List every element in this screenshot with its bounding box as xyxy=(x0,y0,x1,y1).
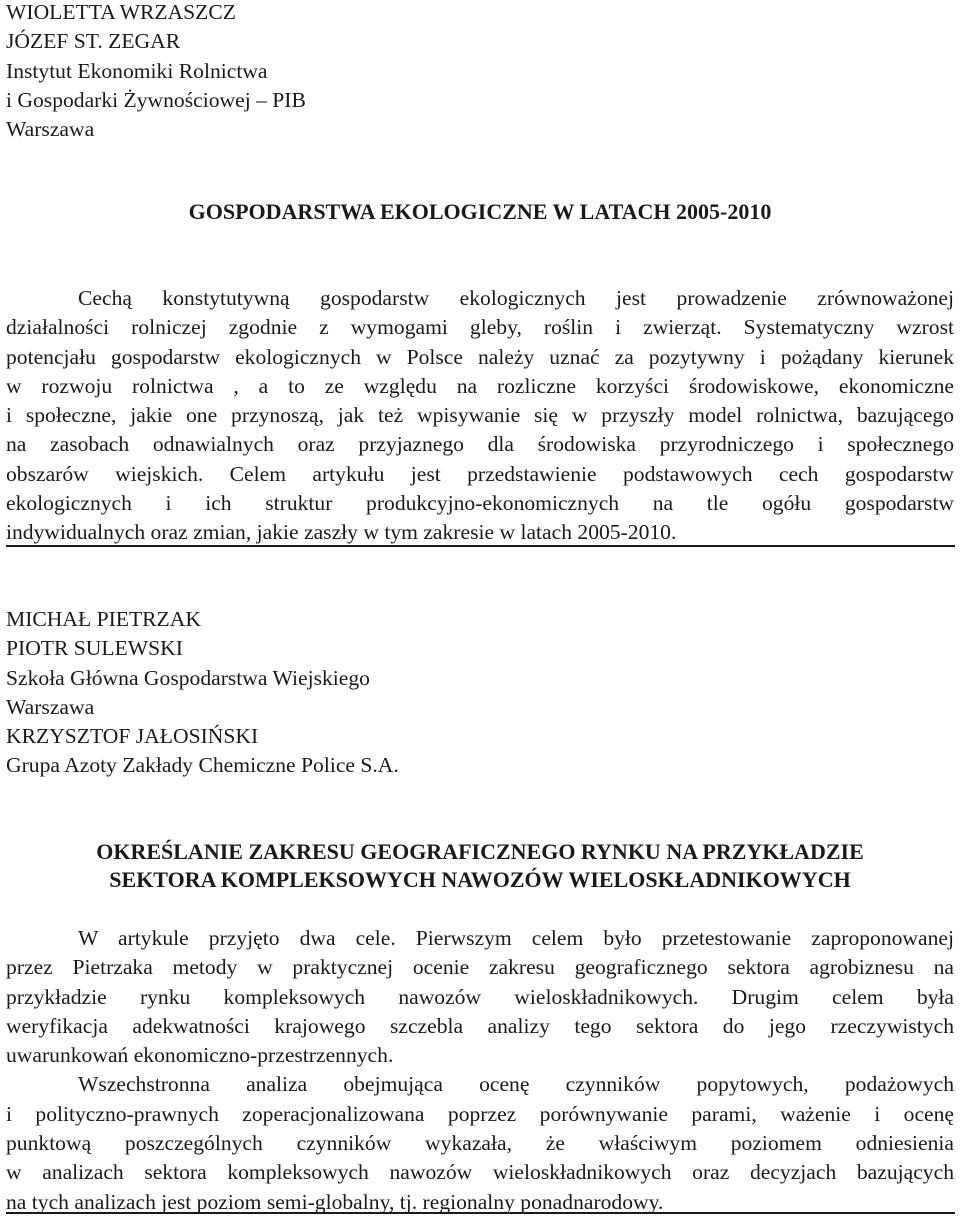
abstract-line: na tych analizach jest poziom semi-globalny, tj. regionalny ponadnarodowy. xyxy=(6,1189,664,1214)
article2-title xyxy=(6,838,954,894)
abstract-line: przez Pietrzaka metody w praktycznej ocenie zakresu geograficznego sektora agrobiznesu na xyxy=(6,955,954,980)
abstract-line: w rozwoju rolnictwa , a to ze względu na rozliczne korzyści środowiskowe, ekonomiczne xyxy=(6,373,954,398)
section-separator xyxy=(6,545,955,547)
article1-title: GOSPODARSTWA EKOLOGICZNE W LATACH 2005-2010 xyxy=(188,199,772,224)
abstract-line: weryfikacja adekwatności krajowego szczebla analizy tego sektora do jego rzeczywistych xyxy=(6,1013,954,1038)
author-line: KRZYSZTOF JAŁOSIŃSKI xyxy=(6,724,259,749)
abstract-line: działalności rolniczej zgodnie z wymogami gleby, roślin i zwierząt. Systematyczny wzrost xyxy=(6,315,954,340)
article2-abstract xyxy=(6,924,954,1217)
abstract-line: ekologicznych i ich struktur produkcyjno-ekonomicznych na tle ogółu gospodarstw xyxy=(6,491,954,516)
title-line: OKREŚLANIE ZAKRESU GEOGRAFICZNEGO RYNKU NA PRZYKŁADZIE xyxy=(96,839,864,864)
author-line: MICHAŁ PIETRZAK xyxy=(6,607,201,631)
abstract-line: indywidualnych oraz zmian, jakie zaszły w tym zakresie w latach 2005-2010. xyxy=(6,520,677,545)
article1-abstract xyxy=(6,284,954,548)
affiliation-line: Szkoła Główna Gospodarstwa Wiejskiego xyxy=(6,665,370,690)
title-line: SEKTORA KOMPLEKSOWYCH NAWOZÓW WIELOSKŁADNIKOWYCH xyxy=(109,867,851,892)
author-line: JÓZEF ST. ZEGAR xyxy=(6,29,181,54)
abstract-line: uwarunkowań ekonomiczno-przestrzennych. xyxy=(6,1043,394,1068)
city-line: Warszawa xyxy=(6,694,95,719)
abstract-line: W artykule przyjęto dwa cele. Pierwszym celem było przetestowanie zaproponowanej xyxy=(78,926,954,950)
abstract-line: przykładzie rynku kompleksowych nawozów wieloskładnikowych. Drugim celem była xyxy=(6,984,954,1009)
section-separator xyxy=(6,1212,955,1214)
abstract-line: i polityczno-prawnych zoperacjonalizowana poprzez porównywanie parami, ważenie i ocenę xyxy=(6,1101,954,1126)
author-line: PIOTR SULEWSKI xyxy=(6,636,183,661)
affiliation-line: i Gospodarki Żywnościowej – PIB xyxy=(6,87,306,112)
abstract-line: obszarów wiejskich. Celem artykułu jest przedstawienie podstawowych cech gospodarstw xyxy=(6,461,954,486)
affiliation-line: Grupa Azoty Zakłady Chemiczne Police S.A. xyxy=(6,753,399,778)
city-line: Warszawa xyxy=(6,117,95,142)
abstract-line: i społeczne, jakie one przynoszą, jak też wpisywanie się w przyszły model rolnictwa, bazującego xyxy=(6,403,954,428)
author-line: WIOLETTA WRZASZCZ xyxy=(6,0,236,24)
abstract-line: Wszechstronna analiza obejmująca ocenę czynników popytowych, podażowych xyxy=(78,1072,954,1097)
abstract-line: Cechą konstytutywną gospodarstw ekologicznych jest prowadzenie zrównoważonej xyxy=(78,286,954,310)
abstract-line: w analizach sektora kompleksowych nawozów wieloskładnikowych oraz decyzjach bazujących xyxy=(6,1160,954,1185)
article1-authors xyxy=(6,0,306,144)
affiliation-line: Instytut Ekonomiki Rolnictwa xyxy=(6,58,268,83)
abstract-line: potencjału gospodarstw ekologicznych w Polsce należy uznać za pozytywny i pożądany kierunek xyxy=(6,344,954,369)
abstract-line: punktową poszczególnych czynników wykazała, że właściwym poziomem odniesienia xyxy=(6,1131,954,1156)
article2-authors xyxy=(6,605,399,781)
abstract-line: na zasobach odnawialnych oraz przyjaznego dla środowiska przyrodniczego i społecznego xyxy=(6,432,954,457)
